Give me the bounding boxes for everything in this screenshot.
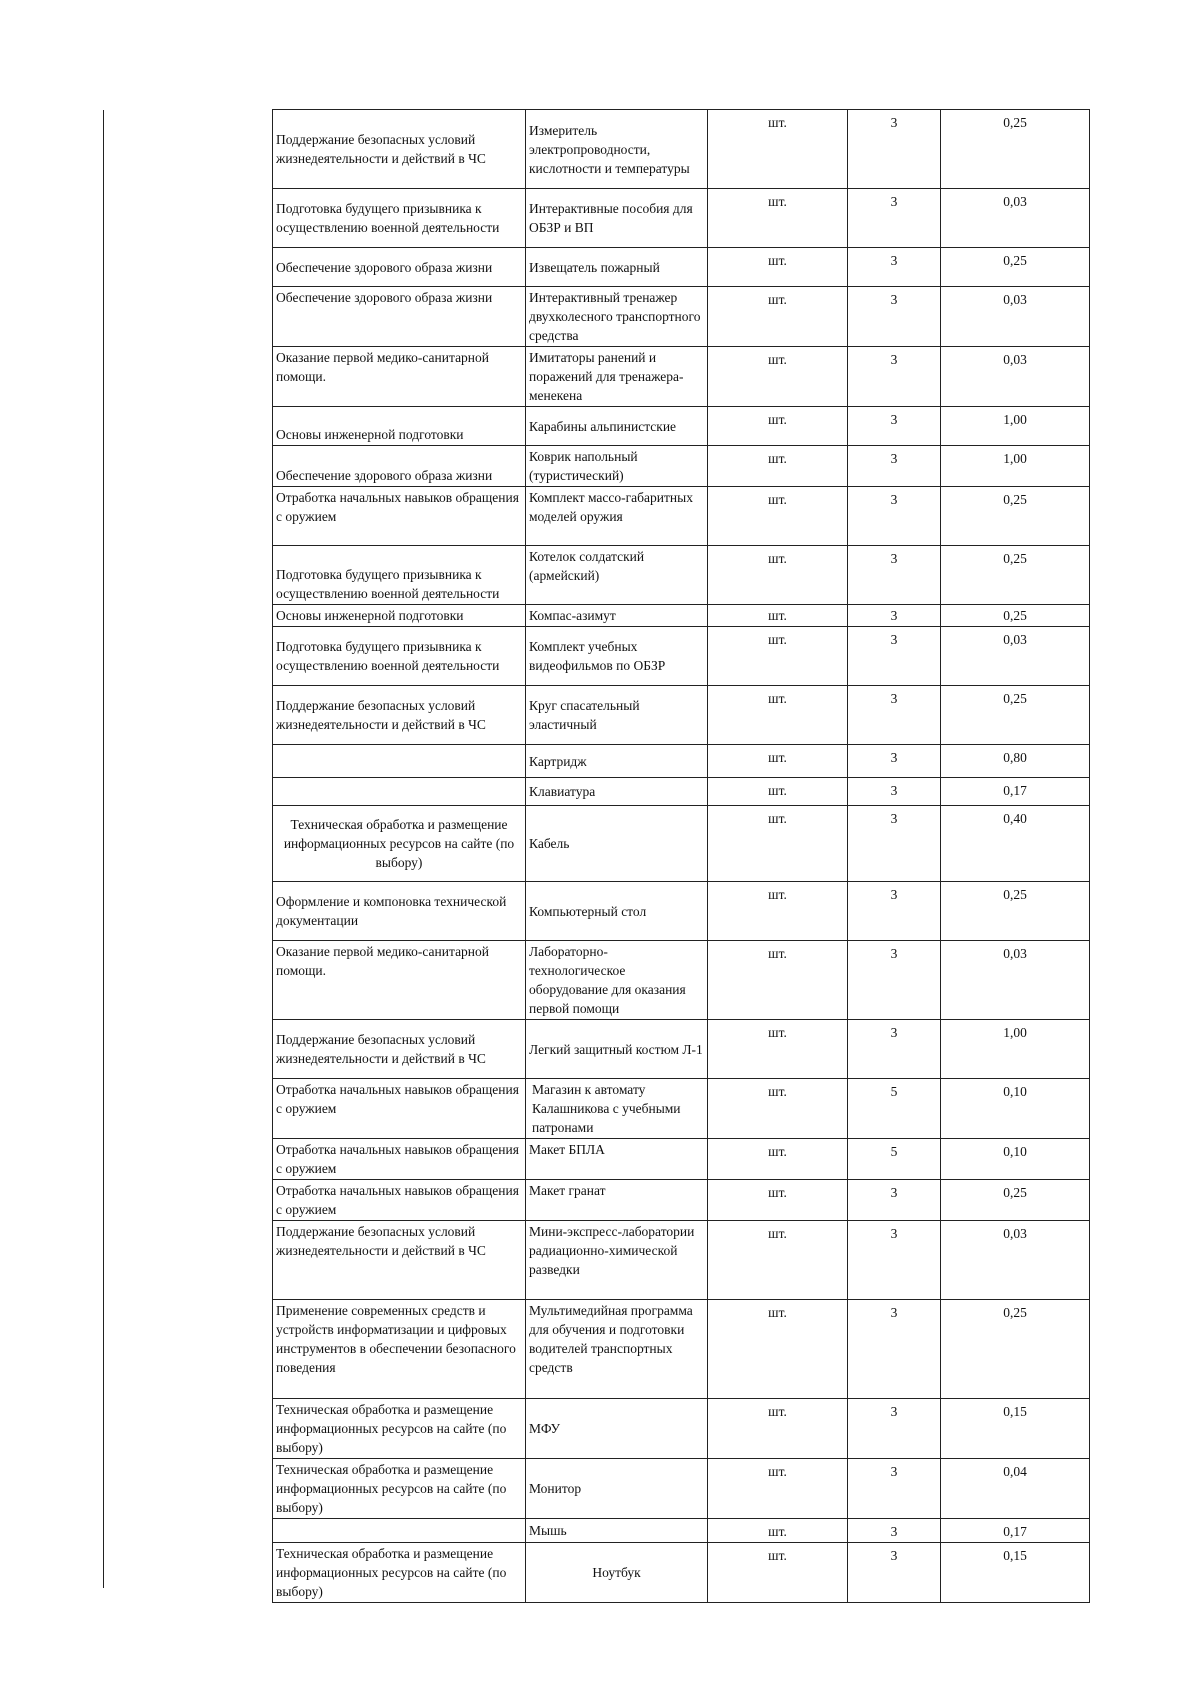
- table-row: [273, 627, 1090, 686]
- table-row: [273, 1459, 1090, 1519]
- unit-cell: шт.: [708, 882, 848, 941]
- unit-cell: шт.: [708, 1221, 848, 1300]
- quantity-cell: 3: [848, 1221, 941, 1300]
- category-cell: Обеспечение здорового образа жизни: [273, 248, 526, 287]
- unit-cell: шт.: [708, 941, 848, 1020]
- quantity-cell: 3: [848, 627, 941, 686]
- quantity-cell: 3: [848, 1020, 941, 1079]
- category-cell: Обеспечение здорового образа жизни: [273, 446, 526, 487]
- unit-cell: шт.: [708, 1519, 848, 1543]
- quantity-cell: 3: [848, 778, 941, 806]
- quantity-cell: 3: [848, 407, 941, 446]
- table-row: [273, 1221, 1090, 1300]
- item-name-cell: Макет БПЛА: [526, 1139, 708, 1180]
- table-row: [273, 745, 1090, 778]
- category-cell: Оказание первой медико-санитарной помощи.: [273, 941, 526, 1020]
- coefficient-cell: 0,15: [941, 1399, 1090, 1459]
- unit-cell: шт.: [708, 189, 848, 248]
- quantity-cell: 3: [848, 1399, 941, 1459]
- category-cell: Подготовка будущего призывника к осуществлению военной деятельности: [273, 189, 526, 248]
- table-row: [273, 487, 1090, 546]
- quantity-cell: 5: [848, 1139, 941, 1180]
- coefficient-cell: 0,10: [941, 1079, 1090, 1139]
- table-row: [273, 546, 1090, 605]
- unit-cell: шт.: [708, 778, 848, 806]
- item-name-cell: Ноутбук: [526, 1543, 708, 1603]
- quantity-cell: 3: [848, 1300, 941, 1399]
- unit-cell: шт.: [708, 487, 848, 546]
- coefficient-cell: 0,17: [941, 1519, 1090, 1543]
- coefficient-cell: 1,00: [941, 446, 1090, 487]
- item-name-cell: Интерактивный тренажер двухколесного транспортного средства: [526, 287, 708, 347]
- coefficient-cell: 0,03: [941, 347, 1090, 407]
- category-cell: Оказание первой медико-санитарной помощи.: [273, 347, 526, 407]
- category-cell: Подготовка будущего призывника к осуществлению военной деятельности: [273, 546, 526, 605]
- table-row: [273, 407, 1090, 446]
- category-cell: Техническая обработка и размещение информационных ресурсов на сайте (по выбору): [273, 1399, 526, 1459]
- category-cell: Отработка начальных навыков обращения с оружием: [273, 1139, 526, 1180]
- quantity-cell: 3: [848, 347, 941, 407]
- category-cell: [273, 745, 526, 778]
- table-row: [273, 1079, 1090, 1139]
- category-cell: Отработка начальных навыков обращения с оружием: [273, 487, 526, 546]
- coefficient-cell: 0,03: [941, 941, 1090, 1020]
- category-cell: [273, 778, 526, 806]
- item-name-cell: Комплект массо-габаритных моделей оружия: [526, 487, 708, 546]
- quantity-cell: 3: [848, 487, 941, 546]
- coefficient-cell: 0,03: [941, 1221, 1090, 1300]
- quantity-cell: 3: [848, 546, 941, 605]
- quantity-cell: 3: [848, 189, 941, 248]
- table-row: [273, 882, 1090, 941]
- item-name-cell: Измеритель электропроводности, кислотности и температуры: [526, 110, 708, 189]
- coefficient-cell: 0,40: [941, 806, 1090, 882]
- category-cell: Поддержание безопасных условий жизнедеятельности и действий в ЧС: [273, 1221, 526, 1300]
- category-cell: Техническая обработка и размещение информационных ресурсов на сайте (по выбору): [273, 1543, 526, 1603]
- unit-cell: шт.: [708, 347, 848, 407]
- table-row: [273, 778, 1090, 806]
- category-cell: Поддержание безопасных условий жизнедеятельности и действий в ЧС: [273, 110, 526, 189]
- quantity-cell: 3: [848, 248, 941, 287]
- table-row: [273, 1300, 1090, 1399]
- item-name-cell: Круг спасательный эластичный: [526, 686, 708, 745]
- unit-cell: шт.: [708, 446, 848, 487]
- coefficient-cell: 0,25: [941, 110, 1090, 189]
- unit-cell: шт.: [708, 686, 848, 745]
- coefficient-cell: 0,25: [941, 1300, 1090, 1399]
- quantity-cell: 3: [848, 1543, 941, 1603]
- unit-cell: шт.: [708, 287, 848, 347]
- coefficient-cell: 0,03: [941, 189, 1090, 248]
- item-name-cell: Мышь: [526, 1519, 708, 1543]
- unit-cell: шт.: [708, 110, 848, 189]
- coefficient-cell: 1,00: [941, 1020, 1090, 1079]
- category-cell: Поддержание безопасных условий жизнедеятельности и действий в ЧС: [273, 686, 526, 745]
- quantity-cell: 3: [848, 806, 941, 882]
- coefficient-cell: 0,15: [941, 1543, 1090, 1603]
- unit-cell: шт.: [708, 248, 848, 287]
- table-row: [273, 1180, 1090, 1221]
- item-name-cell: Мини-экспресс-лаборатории радиационно-химической разведки: [526, 1221, 708, 1300]
- coefficient-cell: 0,03: [941, 627, 1090, 686]
- coefficient-cell: 0,04: [941, 1459, 1090, 1519]
- unit-cell: шт.: [708, 1180, 848, 1221]
- item-name-cell: Карабины альпинистские: [526, 407, 708, 446]
- item-name-cell: Макет гранат: [526, 1180, 708, 1221]
- quantity-cell: 3: [848, 745, 941, 778]
- item-name-cell: МФУ: [526, 1399, 708, 1459]
- table-row: [273, 1543, 1090, 1603]
- unit-cell: шт.: [708, 546, 848, 605]
- item-name-cell: Интерактивные пособия для ОБЗР и ВП: [526, 189, 708, 248]
- category-cell: Основы инженерной подготовки: [273, 605, 526, 627]
- table-row: [273, 941, 1090, 1020]
- item-name-cell: Коврик напольный (туристический): [526, 446, 708, 487]
- coefficient-cell: 0,25: [941, 605, 1090, 627]
- unit-cell: шт.: [708, 806, 848, 882]
- item-name-cell: Магазин к автомату Калашникова с учебными патронами: [526, 1079, 708, 1139]
- quantity-cell: 5: [848, 1079, 941, 1139]
- category-cell: Техническая обработка и размещение информационных ресурсов на сайте (по выбору): [273, 1459, 526, 1519]
- table-row: [273, 110, 1090, 189]
- table-row: [273, 806, 1090, 882]
- coefficient-cell: 0,25: [941, 686, 1090, 745]
- table-row: [273, 248, 1090, 287]
- coefficient-cell: 0,80: [941, 745, 1090, 778]
- quantity-cell: 3: [848, 605, 941, 627]
- unit-cell: шт.: [708, 745, 848, 778]
- table-row: [273, 189, 1090, 248]
- item-name-cell: Клавиатура: [526, 778, 708, 806]
- quantity-cell: 3: [848, 686, 941, 745]
- table-row: [273, 1020, 1090, 1079]
- item-name-cell: Компас-азимут: [526, 605, 708, 627]
- coefficient-cell: 0,25: [941, 546, 1090, 605]
- item-name-cell: Комплект учебных видеофильмов по ОБЗР: [526, 627, 708, 686]
- unit-cell: шт.: [708, 1459, 848, 1519]
- category-cell: Отработка начальных навыков обращения с оружием: [273, 1180, 526, 1221]
- unit-cell: шт.: [708, 407, 848, 446]
- unit-cell: шт.: [708, 627, 848, 686]
- item-name-cell: Котелок солдатский (армейский): [526, 546, 708, 605]
- table-row: [273, 347, 1090, 407]
- category-cell: Основы инженерной подготовки: [273, 407, 526, 446]
- category-cell: Отработка начальных навыков обращения с оружием: [273, 1079, 526, 1139]
- quantity-cell: 3: [848, 1459, 941, 1519]
- item-name-cell: Имитаторы ранений и поражений для тренажера-менекена: [526, 347, 708, 407]
- quantity-cell: 3: [848, 446, 941, 487]
- coefficient-cell: 0,25: [941, 882, 1090, 941]
- quantity-cell: 3: [848, 1519, 941, 1543]
- quantity-cell: 3: [848, 287, 941, 347]
- category-cell: Техническая обработка и размещение информационных ресурсов на сайте (по выбору): [273, 806, 526, 882]
- coefficient-cell: 1,00: [941, 407, 1090, 446]
- equipment-table-body: [273, 110, 1090, 1603]
- category-cell: Обеспечение здорового образа жизни: [273, 287, 526, 347]
- item-name-cell: Извещатель пожарный: [526, 248, 708, 287]
- unit-cell: шт.: [708, 1543, 848, 1603]
- unit-cell: шт.: [708, 1020, 848, 1079]
- item-name-cell: Лабораторно-технологическое оборудование для оказания первой помощи: [526, 941, 708, 1020]
- table-row: [273, 1139, 1090, 1180]
- item-name-cell: Мультимедийная программа для обучения и подготовки водителей транспортных средств: [526, 1300, 708, 1399]
- coefficient-cell: 0,03: [941, 287, 1090, 347]
- left-margin-line: [103, 110, 104, 1588]
- coefficient-cell: 0,10: [941, 1139, 1090, 1180]
- quantity-cell: 3: [848, 1180, 941, 1221]
- item-name-cell: Картридж: [526, 745, 708, 778]
- item-name-cell: Монитор: [526, 1459, 708, 1519]
- unit-cell: шт.: [708, 605, 848, 627]
- unit-cell: шт.: [708, 1300, 848, 1399]
- equipment-table: [272, 109, 1090, 1603]
- category-cell: Применение современных средств и устройств информатизации и цифровых инструментов в обеспечении безопасного поведения: [273, 1300, 526, 1399]
- category-cell: Поддержание безопасных условий жизнедеятельности и действий в ЧС: [273, 1020, 526, 1079]
- quantity-cell: 3: [848, 882, 941, 941]
- item-name-cell: Легкий защитный костюм Л-1: [526, 1020, 708, 1079]
- item-name-cell: Компьютерный стол: [526, 882, 708, 941]
- coefficient-cell: 0,17: [941, 778, 1090, 806]
- table-row: [273, 686, 1090, 745]
- table-row: [273, 605, 1090, 627]
- category-cell: Оформление и компоновка технической документации: [273, 882, 526, 941]
- quantity-cell: 3: [848, 941, 941, 1020]
- table-row: [273, 1399, 1090, 1459]
- unit-cell: шт.: [708, 1139, 848, 1180]
- quantity-cell: 3: [848, 110, 941, 189]
- coefficient-cell: 0,25: [941, 248, 1090, 287]
- table-row: [273, 287, 1090, 347]
- table-row: [273, 446, 1090, 487]
- category-cell: Подготовка будущего призывника к осуществлению военной деятельности: [273, 627, 526, 686]
- table-row: [273, 1519, 1090, 1543]
- unit-cell: шт.: [708, 1079, 848, 1139]
- item-name-cell: Кабель: [526, 806, 708, 882]
- coefficient-cell: 0,25: [941, 1180, 1090, 1221]
- category-cell: [273, 1519, 526, 1543]
- coefficient-cell: 0,25: [941, 487, 1090, 546]
- unit-cell: шт.: [708, 1399, 848, 1459]
